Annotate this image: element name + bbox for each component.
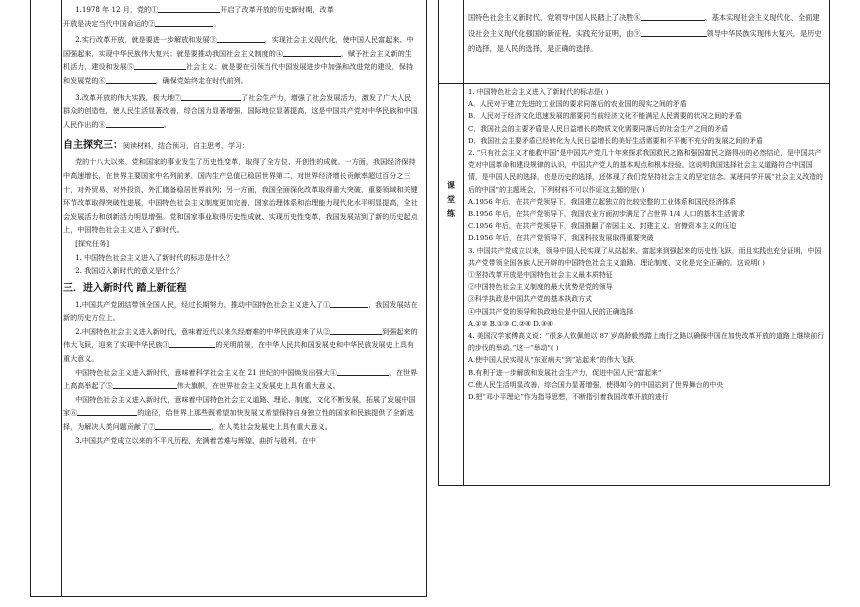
continuation-text: 国特色社会主义新时代，党领导中国人民踏上了决胜⑧ 、基本实现社会主义现代化、全面建设社会主义现代化强国的新征程。实践充分证明，由⑨ 领导中华民族实现伟大复兴，是历史的选择，是人民的选择，是正确的选择。 bbox=[468, 13, 822, 53]
question-3-statement-3: ③科学执政是中国共产党的基本执政方式 bbox=[468, 295, 593, 304]
blank-field[interactable] bbox=[217, 33, 265, 43]
question-2: 2. “只有社会主义才能救中国”是中国共产党几十年来探求我国救民之路和强国富民之路得出的必然结论，是中国共产党对中国革命和建设规律的认识，中国共产党人的基本观点和根本经验。这说明我国选择社会主义道路符合中国国情，是中国人民的选择，也是历史的选择，还体现了我们党坚持社会主义的坚定信念。某班同学开展“社会主义改造的后的中国”的主题班会，下列材料不可以作证这主题的是( ) bbox=[468, 149, 823, 194]
question-1-option-b[interactable]: B．人民对于经济文化迅速发展的需要同当前经济文化不能满足人民需要的状况之间的矛盾 bbox=[468, 112, 742, 121]
question-3-statement-4: ④中国共产党的领导和执政地位是中国人民的正确选择 bbox=[468, 307, 634, 316]
task-question-1: 1. 中国特色社会主义进入了新时代的标志是什么？ bbox=[75, 252, 234, 262]
section-3-item-3: 中国特色社会主义进入新时代，意味着科学社会主义在 21 世纪的中国焕发出强大④ ，在世界上高高举起了⑤ 伟大旗帜，在世界社会主义发展史上具有重大意义。 bbox=[63, 367, 418, 391]
question-1-option-d[interactable]: D．我国社会主要矛盾已经转化为人民日益增长的美好生活需要和不平衡不充分的发展之间的矛盾 bbox=[468, 136, 763, 145]
section-3-item-1: 1.中国共产党团结带领全国人民，经过长期努力，推动中国特色社会主义进入了① ，我国发展站在新的历史方位上。 bbox=[63, 299, 418, 323]
section-3-item-2: 2.中国特色社会主义进入新时代，意味着近代以来久经磨难的中华民族迎来了从② 到强起来的伟大飞跃，迎来了实现中华民族③ 的光明前景，在中华人民共和国发展史和中华民族发展史上具有重大意义。 bbox=[63, 326, 418, 364]
question-3-options[interactable]: A.①② B.①③ C.②④ D.③④ bbox=[468, 319, 554, 328]
right-continuation-block bbox=[439, 0, 829, 84]
blank-field[interactable] bbox=[158, 3, 220, 13]
blank-field[interactable] bbox=[113, 379, 177, 389]
blank-field[interactable] bbox=[77, 406, 137, 416]
section-3-item-4: 中国特色社会主义进入新时代，意味着中国特色社会主义道路、理论、制度、文化不断发展，拓展了发展中国家⑥ 的途径，给世界上那些既希望加快发展又希望保持自身独立性的国家和民族提供了全新选择，为解决人类问题贡献了⑦ ，在人类社会发展史上具有重大意义。 bbox=[63, 394, 416, 432]
question-4-option-c[interactable]: C.使人民生活明显改善，综合国力显著增强，使得如今的中国站到了世界舞台的中央 bbox=[468, 380, 724, 389]
question-4: 4. 美国汉学家傅高义说：“很多人钦佩他以 87 岁高龄毅然踏上南行之路以确保中国在加快改革开放的道路上继续前行的步伐的举动。”这一“举动”( ) bbox=[468, 332, 825, 353]
blank-field[interactable] bbox=[641, 11, 705, 21]
practice-questions bbox=[468, 86, 826, 403]
left-body bbox=[63, 0, 418, 447]
explore-passage: 党的十八大以来，党和国家的事业发生了历史性变革，取得了全方位、开创性的成就。一方面，我国经济保持中高速增长，在世界主要国家中名列前茅，国内生产总值已稳居世界第二，对世界经济增长贡献率超过百分之三十，对外贸易、对外投资、外汇储备稳居世界前列；另一方面，我国全面深化改革取得重大突破，重要领域和关键环节改革取得突破性进展，中国特色社会主义制度更加完善，国家治理体系和治理能力现代化水平明显提高，全社会发展活力和创新活力明显增强。党和国家事业取得历史性成就、实现历史性变革，我国发展站到了新的历史起点上，中国特色社会主义进入了新时代。 bbox=[63, 157, 418, 235]
blank-field[interactable] bbox=[169, 338, 215, 348]
section-3-item-5: 3.中国共产党成立以来的不平凡历程，充满着苦难与辉煌、曲折与胜利。在中 bbox=[75, 435, 316, 445]
blank-field[interactable] bbox=[155, 420, 211, 430]
review-item-2: 2.实行改革开放，就是要进一步解放和发展③ ，实现社会主义现代化，使中国人民富起来、中国强起来，实现中华民族伟大复兴；就是要推动我国社会主义制度的④ ，赋予社会主义新的生机活力，建设和发展⑤ 社会主义；就是要在引领当代中国发展进步中加强和改进党的建设，保持和发展党的⑥ ，确保党始终走在时代前列。 bbox=[63, 35, 414, 85]
blank-field[interactable] bbox=[283, 47, 341, 57]
blank-field[interactable] bbox=[330, 325, 382, 335]
question-2-option-b[interactable]: B.1956 年后，在共产党领导下，我国农业方面初步满足了占世界 1/4 人口的基本生活需求 bbox=[468, 210, 745, 219]
review-item-1: 1.1978 年 12 月，党的① 开启了改革开放的历史新时期，改革 开放是决定当代中国命运的② 。 bbox=[63, 5, 334, 28]
right-column bbox=[438, 0, 830, 486]
left-gutter bbox=[31, 0, 62, 596]
task-heading: [探究任务] bbox=[75, 238, 109, 248]
question-3-statement-1: ①坚持改革开放是中国特色社会主义最本质特征 bbox=[468, 271, 613, 280]
review-item-3: 3.改革开放的伟大实践，极大地⑦ 了社会生产力，增强了社会发展活力，激发了广大人民群众的创造性，使人民生活显著改善，综合国力显著增强，国际地位显著提高，这是中国共产党对中华民族和中国人民作出的⑧ 。 bbox=[63, 92, 418, 129]
blank-field[interactable] bbox=[330, 298, 368, 308]
question-4-option-a[interactable]: A.使中国人民实现从“东亚病夫”到“站起来”的伟大飞跃 bbox=[468, 356, 634, 365]
question-3-statement-2: ②中国特色社会主义制度的最大优势是党的领导 bbox=[468, 283, 613, 292]
question-2-option-d[interactable]: D.1956 年后，在共产党领导下，我国科技发展取得重要突破 bbox=[468, 234, 654, 243]
question-1: 1. 中国特色社会主义进入了新时代的标志是( ) bbox=[468, 88, 609, 96]
blank-field[interactable] bbox=[106, 118, 164, 128]
blank-field[interactable] bbox=[106, 74, 156, 84]
blank-field[interactable] bbox=[181, 91, 241, 101]
question-2-option-a[interactable]: A.1956 年后，在共产党领导下，我国建立起独立的比较完整的工业体系和国民经济体系 bbox=[468, 197, 737, 206]
section-3-heading: 三．进入新时代 踏上新征程 bbox=[63, 282, 187, 294]
question-4-option-d[interactable]: D.把“邓小平理论”作为指导思想，不断指引着我国改革开放的进行 bbox=[468, 393, 669, 402]
blank-field[interactable] bbox=[134, 60, 186, 70]
classroom-practice-label: 课 堂 练 bbox=[447, 180, 455, 218]
question-2-option-c[interactable]: C.1956 年后，在共产党领导下，我国推翻了帝国主义、封建主义、官僚资本主义的压迫 bbox=[468, 222, 737, 231]
task-question-2: 2. 我国迈入新时代的意义是什么？ bbox=[75, 266, 184, 276]
question-4-option-b[interactable]: B.有利于进一步解放和发展社会生产力，促进中国人民“富起来” bbox=[468, 368, 662, 377]
left-column bbox=[30, 0, 427, 597]
question-1-option-a[interactable]: A．人民对于建立先进的工业国的要求同落后的农业国的现实之间的矛盾 bbox=[468, 100, 687, 109]
blank-field[interactable] bbox=[155, 17, 213, 27]
blank-field[interactable] bbox=[337, 366, 389, 376]
question-1-option-c[interactable]: C．我国社会的主要矛盾是人民日益增长的物质文化需要同落后的社会生产之间的矛盾 bbox=[468, 124, 729, 133]
question-3: 3. 中国共产党成立以来，领导中国人民实现了从站起来、富起来到强起来的历史性飞跃，而且实践也充分证明，中国共产党带领全国各族人民开辟的中国特色社会主义道路、理论制度、文化是完全正确的。这说明( ) bbox=[468, 246, 822, 267]
blank-field[interactable] bbox=[641, 27, 707, 37]
explore-heading: 自主探究三：阅读材料，结合预习，自主思考、学习： bbox=[63, 140, 249, 152]
